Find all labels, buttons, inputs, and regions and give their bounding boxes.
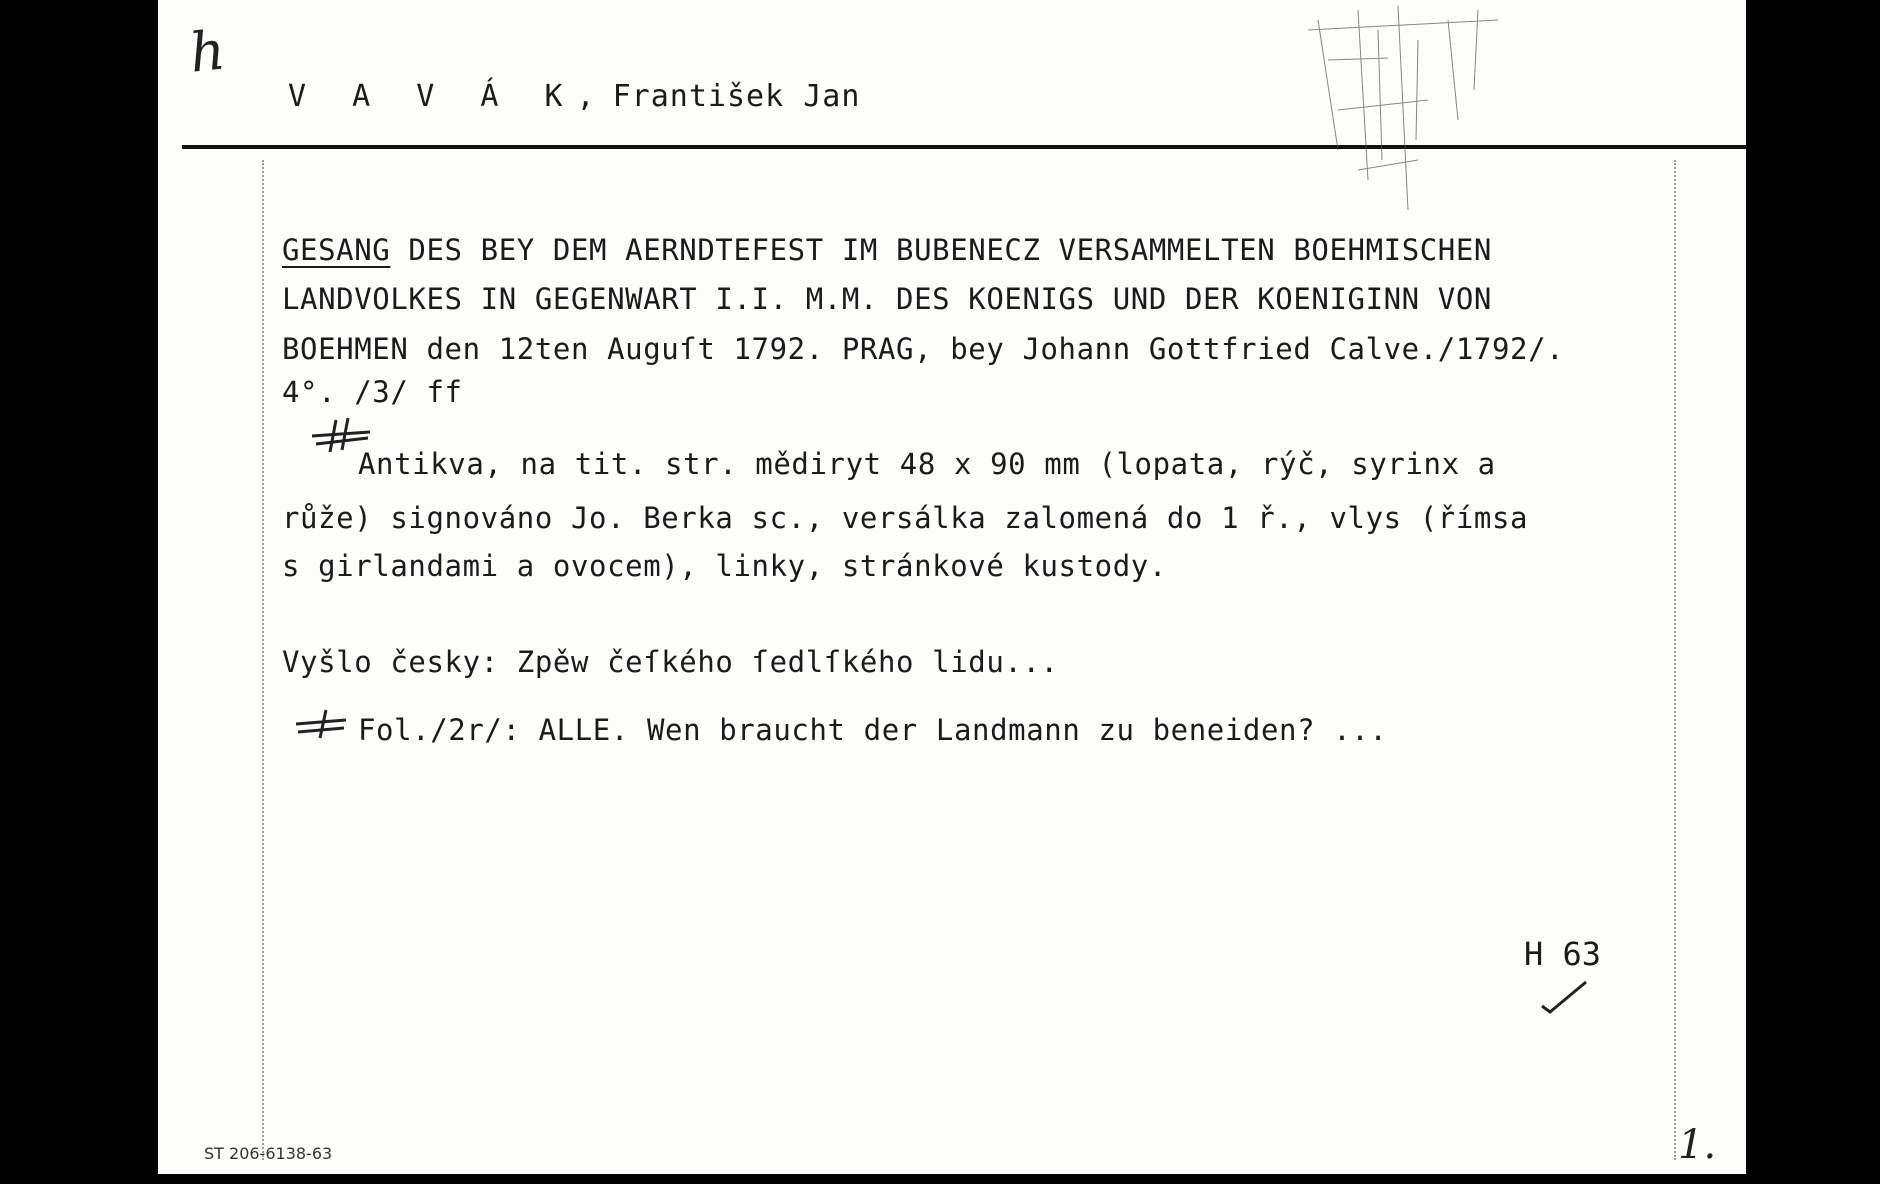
card-heading	[288, 79, 861, 114]
folio-note: Fol./2r/: ALLE. Wen braucht der Landmann zu beneiden? ...	[358, 713, 1388, 747]
entry-line-4	[282, 375, 463, 409]
handwritten-mark: h	[186, 18, 228, 85]
scan-noise	[1298, 0, 1558, 230]
description-line-3: s girlandami a ovocem), linky, stránkové kustody.	[282, 549, 1167, 583]
entry-lead-word: GESANG	[282, 233, 391, 267]
entry-line-text: DES BEY DEM AERNDTEFEST IM BUBENECZ VERSAMMELTEN BOEHMISCHEN	[390, 233, 1492, 267]
handwritten-number: 1.	[1678, 1122, 1717, 1168]
entry-line-text: BOEHMEN den 12ten Auguſt 1792. PRAG, bey Johann Gottfried Calve./1792/.	[282, 332, 1565, 366]
entry-line-2	[282, 282, 1492, 316]
entry-line-text: 4°. /3/ ff	[282, 375, 463, 409]
entry-line-3	[282, 332, 1565, 366]
check-mark-icon	[1540, 980, 1590, 1014]
heading-surname: V A V Á K,	[288, 79, 609, 114]
call-number: H 63	[1524, 935, 1602, 973]
entry-line-text: LANDVOLKES IN GEGENWART I.I. M.M. DES KOENIGS UND DER KOENIGINN VON	[282, 282, 1492, 316]
left-margin-line	[262, 160, 264, 1160]
description-line-2: růže) signováno Jo. Berka sc., versálka zalomená do 1 ř., vlys (římsa	[282, 501, 1529, 535]
description-line-1: Antikva, na tit. str. mědiryt 48 x 90 mm (lopata, rýč, syrinx a	[358, 447, 1496, 481]
entry-line-1	[282, 233, 1492, 267]
print-code: ST 206-6138-63	[204, 1144, 333, 1163]
right-margin-line	[1674, 160, 1676, 1160]
czech-edition-note: Vyšlo česky: Zpěw čeſkého ſedlſkého lidu...	[282, 645, 1059, 679]
catalog-card	[158, 0, 1746, 1174]
heading-given-names: František Jan	[612, 79, 861, 114]
cross-mark-icon	[292, 706, 354, 742]
